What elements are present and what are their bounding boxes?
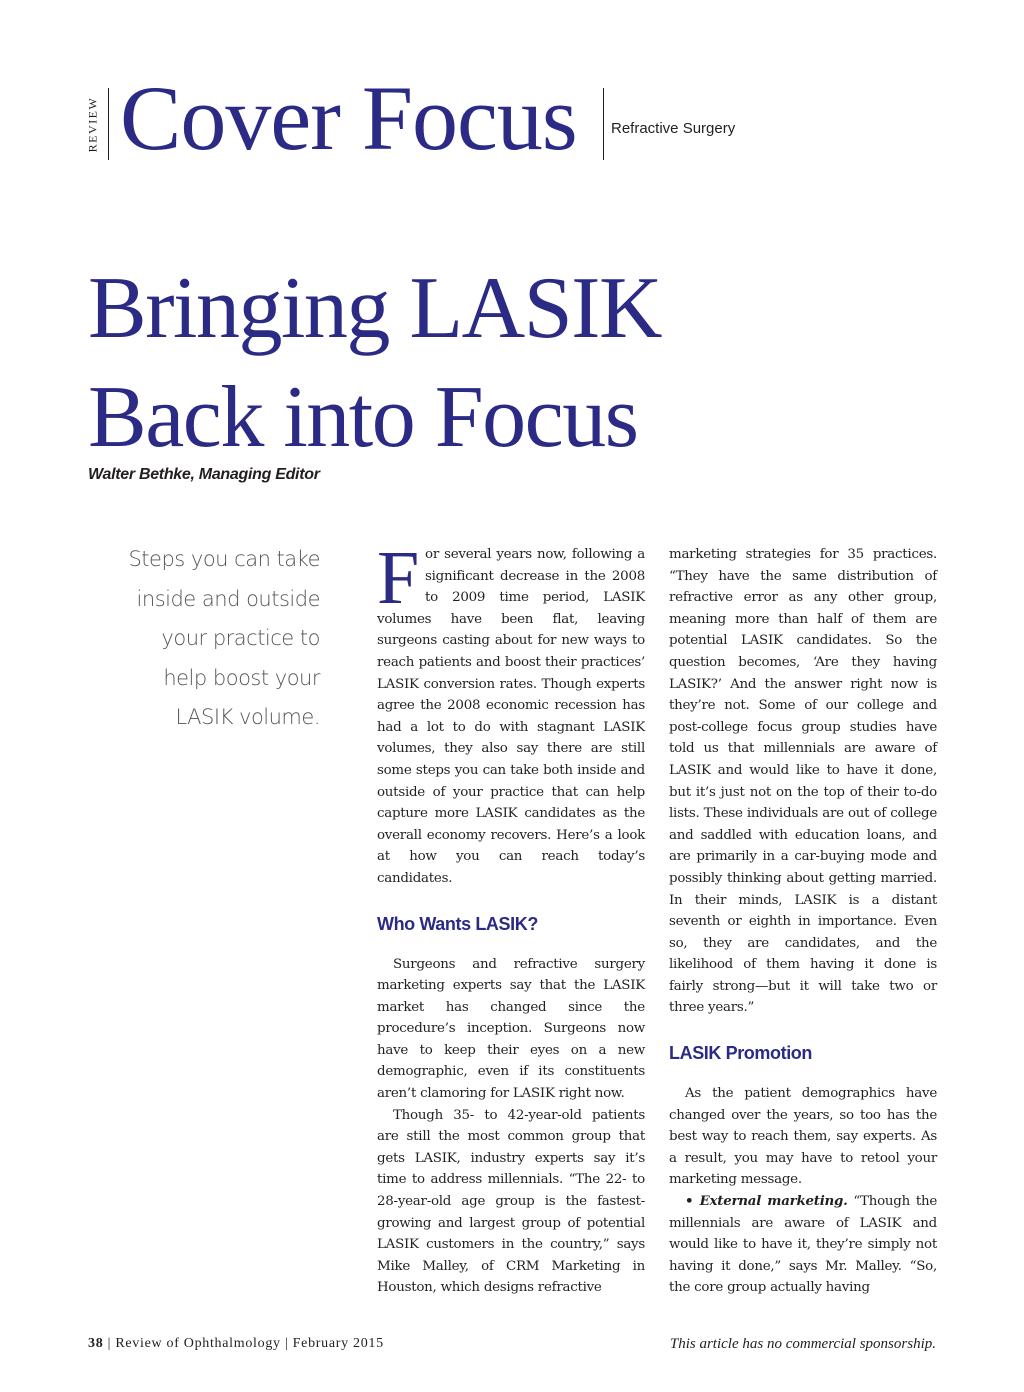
article-title-line2: Back into Focus: [88, 369, 638, 467]
footer-separator: |: [284, 1336, 289, 1351]
subhead-lasik-promotion: LASIK Promotion: [669, 1043, 812, 1064]
article-title: [88, 254, 788, 472]
issue-date: February 2015: [292, 1336, 384, 1351]
sponsorship-disclaimer: This article has no commercial sponsorship.: [669, 1336, 936, 1352]
footer-separator: |: [107, 1336, 112, 1351]
run-in-heading: • External marketing.: [685, 1193, 848, 1210]
body-paragraph-text: Though 35- to 42-year-old patients are still the most common group that gets LASIK, industry experts say it’s time to address millennials. “The 22- to 28-year-old age group is the fastest-growing and largest group of potential LASIK customers in the country,” says Mike Malley, of CRM Marketing in Houston, which designs refractive: [377, 1107, 645, 1296]
header-divider-right: [603, 88, 604, 160]
publication-name: Review of Ophthalmology: [115, 1336, 281, 1351]
intro-text: or several years now, following a significant decrease in the 2008 to 2009 time period, LASIK volumes have been flat, leaving surgeons casting about for new ways to reach patients and boost their practices’ LASIK conversion rates. Though experts agree the 2008 economic recession has had a lot to do with stagnant LASIK volumes, they also say there are still some steps you can take both inside and outside of your practice that can help capture more LASIK candidates as the overall economy recovers. Here’s a look at how you can reach today’s candidates.: [377, 547, 645, 886]
body-paragraph-continuation: marketing strategies for 35 practices. “They have the same distribution of refractive error as any other group, meaning more than half of them are potential LASIK candidates. So the question becomes, ‘Are they having LASIK?’ And the answer right now is they’re not. Some of our college and post-college focus group studies have told us that millennials are aware of LASIK and would like to have it done, but it’s just not on the top of their to-do lists. These individuals are out of college and saddled with education loans, and are primarily in a car-buying mode and possibly thinking about getting married. In their minds, LASIK is a distant seventh or eighth in importance. Even so, they are candidates, and the likelihood of them having it done is fairly strong—but it will take two or three years.”: [669, 547, 937, 1016]
body-paragraph-continued: [377, 1105, 645, 1299]
article-deck: Steps you can take inside and outside your practice to help boost your LASIK volume.: [128, 547, 320, 730]
magazine-tag: [78, 86, 108, 162]
body-column-2: [669, 544, 937, 1299]
page-number: 38: [88, 1336, 104, 1351]
body-column-1: [377, 536, 645, 1299]
page-footer: [88, 1336, 384, 1352]
header-divider-left: [108, 88, 109, 160]
column2-flow: [669, 544, 937, 1299]
section-label: Refractive Surgery: [611, 120, 736, 137]
byline: Walter Bethke, Managing Editor: [88, 466, 320, 483]
drop-cap: F: [377, 536, 420, 620]
body-paragraph-external-marketing: [669, 1191, 937, 1299]
article-title-line1: Bringing LASIK: [88, 260, 661, 357]
magazine-tag-text: REVIEW: [85, 96, 100, 152]
subhead-who-wants-lasik: Who Wants LASIK?: [377, 913, 538, 934]
body-paragraph: Surgeons and refractive surgery marketing experts say that the LASIK market has changed since the procedure’s inception. Surgeons now have to keep their eyes on a new demographic, even if its constituents aren’t clamoring for LASIK right now.: [377, 956, 645, 1102]
intro-paragraph: [377, 536, 645, 890]
body-paragraph-text: “Though the millennials are aware of LASIK and would like to have it, they’re simply not having it done,” says Mr. Malley. “So, the core group actually having: [669, 1194, 937, 1296]
department-title: Cover Focus: [120, 67, 577, 169]
body-paragraph: As the patient demographics have changed over the years, so too has the best way to reach them, say experts. As a result, you may have to retool your marketing message.: [669, 1086, 937, 1188]
